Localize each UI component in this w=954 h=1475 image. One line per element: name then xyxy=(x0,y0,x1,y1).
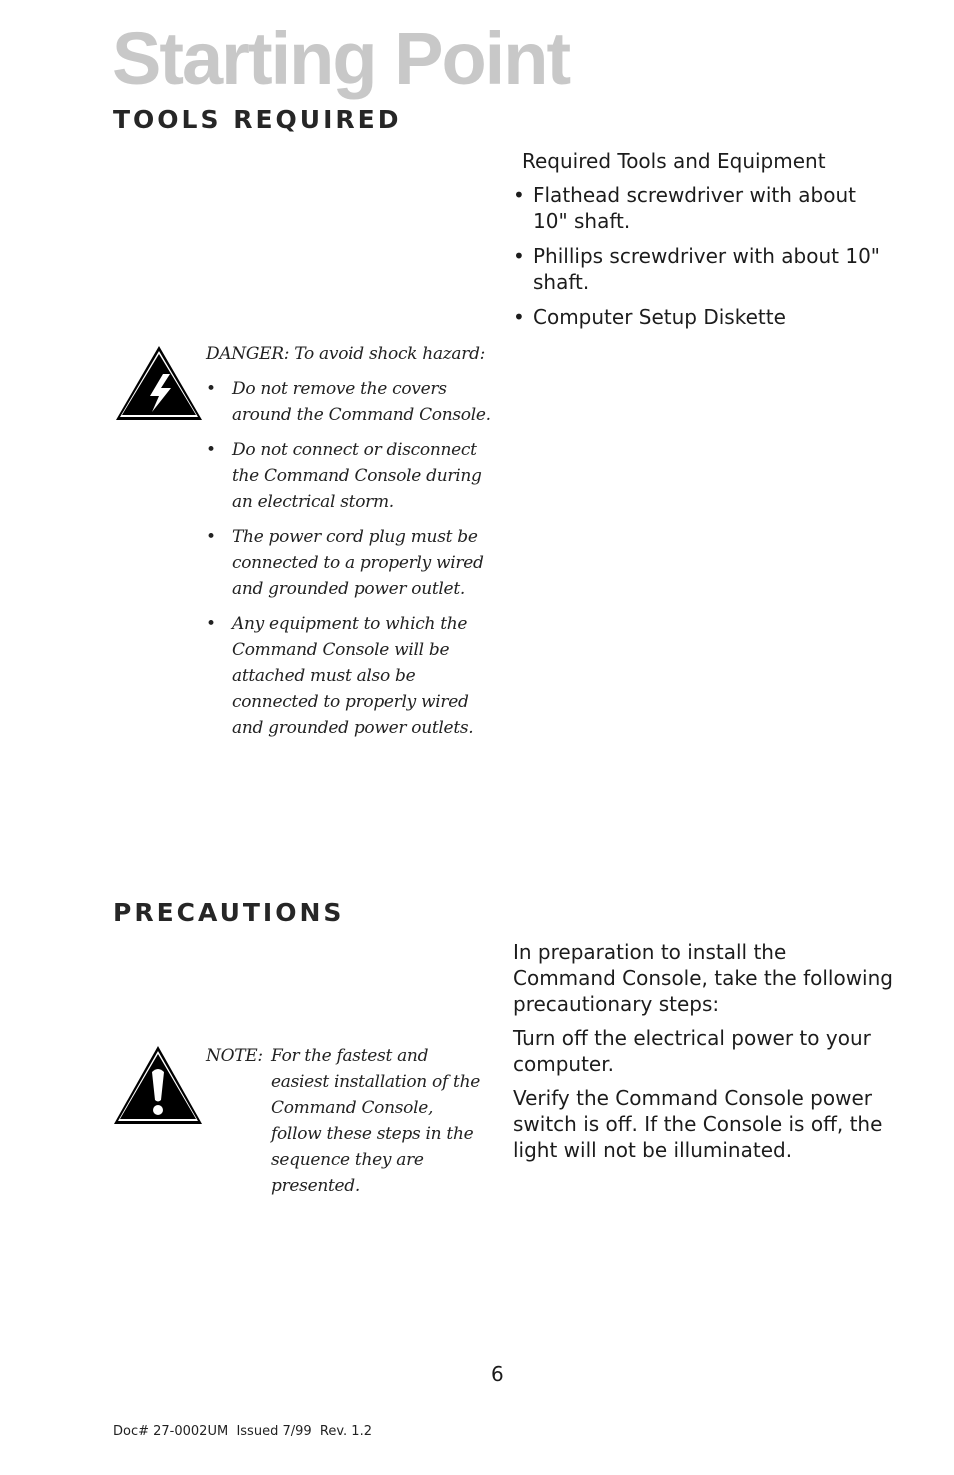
page-number: 6 xyxy=(491,1362,504,1386)
danger-item: • Do not connect or disconnect the Command Console during an electrical storm. xyxy=(206,437,496,515)
note-label: NOTE: xyxy=(206,1046,263,1066)
tools-list-heading: Required Tools and Equipment xyxy=(522,149,826,173)
danger-item: • The power cord plug must be connected to a properly wired and grounded power outlet. xyxy=(206,524,496,602)
installation-note xyxy=(206,1043,486,1199)
precautions-paragraph: In preparation to install the Command Console, take the following precautionary steps: xyxy=(513,940,893,1016)
danger-lead: DANGER: To avoid shock hazard: xyxy=(206,344,486,364)
danger-item: • Any equipment to which the Command Console will be attached must also be connected to properly wired and grounded power outlets. xyxy=(206,611,496,741)
document-footer: Doc# 27-0002UM Issued 7/99 Rev. 1.2 xyxy=(113,1424,372,1439)
bullet-icon: • xyxy=(513,244,525,268)
tools-list-item: • Phillips screwdriver with about 10" shaft. xyxy=(513,244,880,294)
page-title: Starting Point xyxy=(112,17,570,100)
precautions-paragraph: Turn off the electrical power to your computer. xyxy=(513,1026,871,1076)
danger-notice xyxy=(206,341,496,750)
tools-list-item: • Computer Setup Diskette xyxy=(513,305,786,329)
precautions-heading: PRECAUTIONS xyxy=(113,898,345,927)
bullet-icon: • xyxy=(206,379,216,399)
danger-item: • Do not remove the covers around the Command Console. xyxy=(206,376,496,428)
tools-list xyxy=(513,148,893,339)
precautions-text xyxy=(513,939,893,1171)
bullet-icon: • xyxy=(513,183,525,207)
precautions-paragraph: Verify the Command Console power switch is off. If the Console is off, the light will not be illuminated. xyxy=(513,1086,883,1162)
tools-required-heading: TOOLS REQUIRED xyxy=(113,105,402,134)
bullet-icon: • xyxy=(206,614,216,634)
warning-exclamation-icon xyxy=(112,1044,204,1126)
bullet-icon: • xyxy=(206,527,216,547)
note-text: For the fastest and easiest installation of the Command Console, follow these steps in the sequence they are presented. xyxy=(271,1046,480,1196)
electrical-hazard-icon xyxy=(114,344,204,422)
bullet-icon: • xyxy=(206,440,216,460)
tools-list-item: • Flathead screwdriver with about 10" shaft. xyxy=(513,183,856,233)
bullet-icon: • xyxy=(513,305,525,329)
